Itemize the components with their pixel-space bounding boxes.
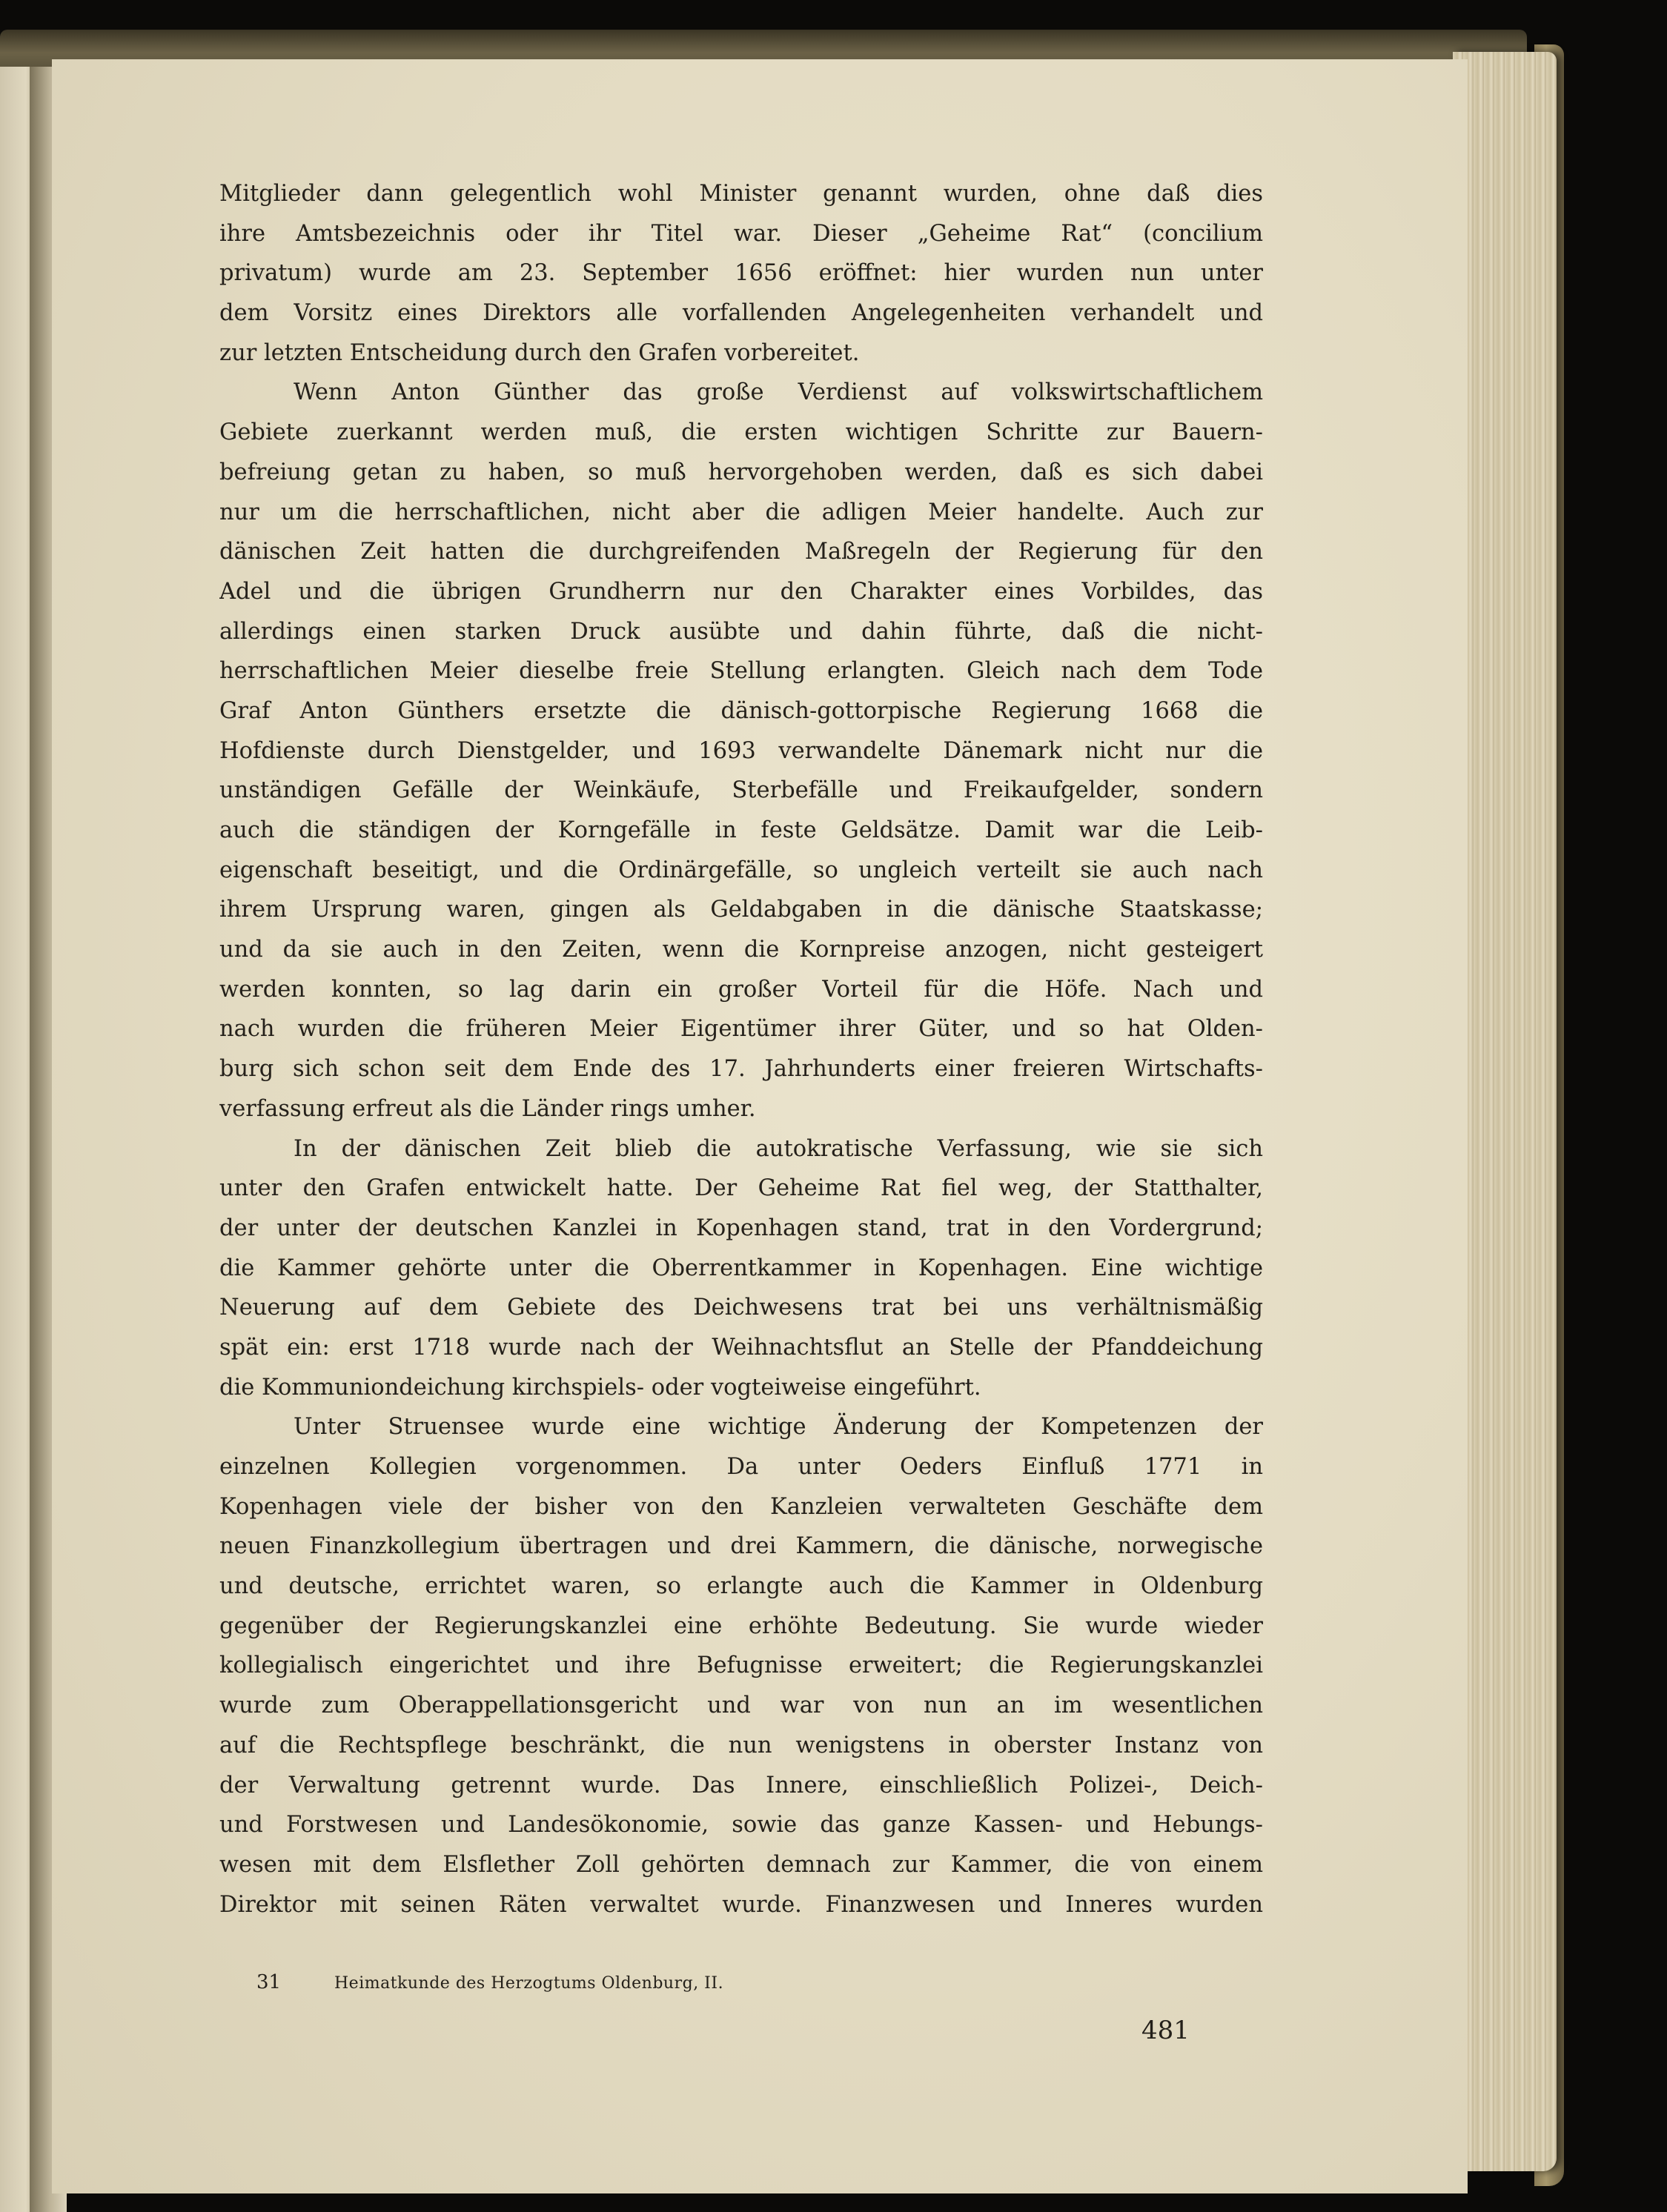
page-footer — [219, 1971, 1263, 2016]
text-line: nach wurden die früheren Meier Eigentümer ihrer Güter, und so hat Olden- — [219, 1016, 1263, 1043]
text-line: herrschaftlichen Meier dieselbe freie Stellung erlangten. Gleich nach dem Tode — [219, 658, 1263, 685]
text-line: nur um die herrschaftlichen, nicht aber die adligen Meier handelte. Auch zur — [219, 499, 1263, 525]
text-line: In der dänischen Zeit blieb die autokratische Verfassung, wie sie sich — [294, 1135, 1263, 1162]
text-line: eigenschaft beseitigt, und die Ordinärgefälle, so ungleich verteilt sie auch nach — [219, 857, 1263, 883]
text-line: der unter der deutschen Kanzlei in Kopenhagen stand, trat in den Vordergrund; — [219, 1215, 1263, 1241]
text-line: Wenn Anton Günther das große Verdienst auf volkswirtschaftlichem — [294, 379, 1263, 406]
text-line: unter den Grafen entwickelt hatte. Der Geheime Rat fiel weg, der Statthalter, — [219, 1175, 1263, 1202]
text-line: auf die Rechtspflege beschränkt, die nun wenigstens in oberster Instanz von — [219, 1732, 1263, 1758]
text-line: ihrem Ursprung waren, gingen als Geldabgaben in die dänische Staatskasse; — [219, 897, 1263, 923]
text-line: wesen mit dem Elsflether Zoll gehörten demnach zur Kammer, die von einem — [219, 1851, 1263, 1878]
text-line: unständigen Gefälle der Weinkäufe, Sterbefälle und Freikaufgelder, sondern — [219, 777, 1263, 804]
text-line: kollegialisch eingerichtet und ihre Befugnisse erweitert; die Regierungskanzlei — [219, 1653, 1263, 1679]
text-line: der Verwaltung getrennt wurde. Das Innere, einschließlich Polizei-, Deich- — [219, 1772, 1263, 1799]
text-line: zur letzten Entscheidung durch den Grafen vorbereitet. — [219, 339, 860, 366]
text-line: befreiung getan zu haben, so muß hervorgehoben werden, daß es sich dabei — [219, 459, 1263, 485]
text-line: burg sich schon seit dem Ende des 17. Jahrhunderts einer freieren Wirtschafts- — [219, 1056, 1263, 1083]
text-line: spät ein: erst 1718 wurde nach der Weihnachtsflut an Stelle der Pfanddeichung — [219, 1334, 1263, 1361]
page-edges — [1453, 52, 1557, 2171]
text-line: Unter Struensee wurde eine wichtige Änderung der Kompetenzen der — [294, 1414, 1263, 1441]
text-line: Graf Anton Günthers ersetzte die dänisch-gottorpische Regierung 1668 die — [219, 697, 1263, 724]
text-line: dem Vorsitz eines Direktors alle vorfallenden Angelegenheiten verhandelt und — [219, 300, 1263, 327]
text-line: die Kommuniondeichung kirchspiels- oder vogteiweise eingeführt. — [219, 1374, 981, 1401]
text-line: und Forstwesen und Landesökonomie, sowie das ganze Kassen- und Hebungs- — [219, 1812, 1263, 1839]
text-line: Neuerung auf dem Gebiete des Deichwesens trat bei uns verhältnismäßig — [219, 1295, 1263, 1321]
text-line: Direktor mit seinen Räten verwaltet wurde. Finanzwesen und Inneres wurden — [219, 1891, 1263, 1918]
text-line: einzelnen Kollegien vorgenommen. Da unter Oeders Einfluß 1771 in — [219, 1454, 1263, 1480]
text-line: werden konnten, so lag darin ein großer Vorteil für die Höfe. Nach und — [219, 976, 1263, 1003]
text-line: Mitglieder dann gelegentlich wohl Minister genannt wurden, ohne daß dies — [219, 181, 1263, 207]
text-line: und deutsche, errichtet waren, so erlangte auch die Kammer in Oldenburg — [219, 1573, 1263, 1600]
text-line: Gebiete zuerkannt werden muß, die ersten wichtigen Schritte zur Bauern- — [219, 419, 1263, 446]
book-page — [52, 59, 1468, 2193]
body-text — [219, 174, 1263, 1924]
text-line: privatum) wurde am 23. September 1656 eröffnet: hier wurden nun unter — [219, 260, 1263, 287]
text-line: wurde zum Oberappellationsgericht und war von nun an im wesentlichen — [219, 1693, 1263, 1719]
text-line: Kopenhagen viele der bisher von den Kanzleien verwalteten Geschäfte dem — [219, 1493, 1263, 1520]
text-line: ihre Amtsbezeichnis oder ihr Titel war. Dieser „Geheime Rat“ (concilium — [219, 220, 1263, 247]
text-line: und da sie auch in den Zeiten, wenn die Kornpreise anzogen, nicht gesteigert — [219, 937, 1263, 963]
text-line: allerdings einen starken Druck ausübte und dahin führte, daß die nicht- — [219, 618, 1263, 645]
signature-number: 31 — [256, 1971, 282, 1993]
text-line: auch die ständigen der Korngefälle in feste Geldsätze. Damit war die Leib- — [219, 817, 1263, 843]
text-line: Adel und die übrigen Grundherrn nur den Charakter eines Vorbildes, das — [219, 578, 1263, 605]
text-line: gegenüber der Regierungskanzlei eine erhöhte Bedeutung. Sie wurde wieder — [219, 1612, 1263, 1639]
text-line: die Kammer gehörte unter die Oberrentkammer in Kopenhagen. Eine wichtige — [219, 1255, 1263, 1281]
text-line: Hofdienste durch Dienstgelder, und 1693 verwandelte Dänemark nicht nur die — [219, 737, 1263, 764]
text-line: dänischen Zeit hatten die durchgreifenden Maßregeln der Regierung für den — [219, 539, 1263, 565]
text-line: neuen Finanzkollegium übertragen und drei Kammern, die dänische, norwegische — [219, 1533, 1263, 1560]
signature-title: Heimatkunde des Herzogtums Oldenburg, II. — [334, 1974, 724, 1993]
text-line: verfassung erfreut als die Länder rings umher. — [219, 1095, 756, 1122]
page-number: 481 — [1141, 2016, 1190, 2045]
